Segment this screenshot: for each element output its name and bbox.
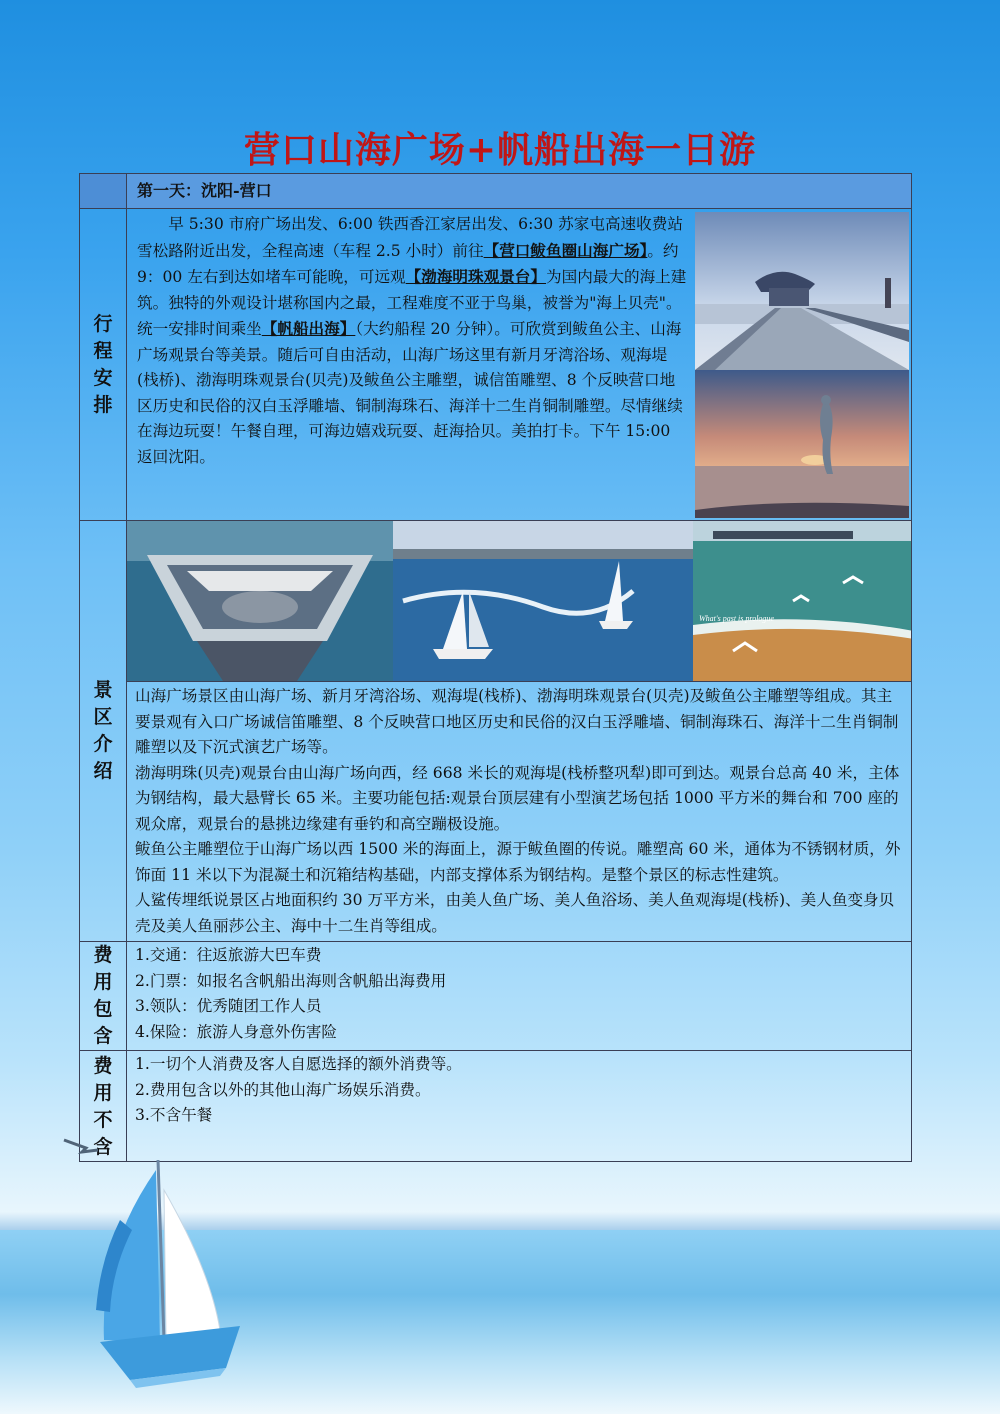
- highlight-bohai-pearl: 【渤海明珠观景台】: [405, 267, 546, 286]
- included-item: 2.门票：如报名含帆船出海则含帆船出海费用: [135, 971, 447, 990]
- scenic-label: [80, 521, 127, 942]
- shell-aerial-photo: [127, 521, 393, 681]
- excluded-label-text: 费用不含: [93, 1055, 113, 1158]
- itinerary-label: [80, 209, 127, 521]
- itinerary-row: [80, 209, 912, 521]
- included-label: [80, 942, 127, 1051]
- itinerary-text-part: 早 5:30 市府广场出发、6:00 铁西香江家居出发、6:30 苏家屯高速收费站雪松路附近出发，全程高速（车程 2.5 小时）前往: [137, 215, 683, 260]
- itinerary-text-part: 。约 9：00 左右到达如堵车可能晚，可远观: [137, 241, 679, 286]
- pier-shell-photo: [695, 212, 909, 370]
- included-row: [80, 942, 912, 1051]
- excluded-item: 3.不含午餐: [135, 1106, 213, 1124]
- sailboat-icon: [60, 1130, 260, 1400]
- included-list: [127, 942, 911, 1047]
- included-item: 4.保险：旅游人身意外伤害险: [135, 1022, 338, 1041]
- scenic-paragraph: 鲅鱼公主雕塑位于山海广场以西 1500 米的海面上，源于鲅鱼圈的传说。雕塑高 60 米，通体为不锈钢材质，外饰面 11 米以下为混凝土和沉箱结构基础，内部支撑体系为钢结构。是整个景区的标志性建筑。: [135, 840, 901, 884]
- scenic-paragraph: 渤海明珠(贝壳)观景台由山海广场向西，经 668 米长的观海堤(栈桥整巩犁)即可到达。观景台总高 40 米，主体为钢结构，最大悬臂长 65 米。主要功能包括:观景台顶层建有小型演艺场包括 1000 平方米的舞台和 700 座的观众席，观景台的悬挑边缘建有垂钓和高空蹦极设施。: [135, 763, 900, 833]
- itinerary-table: [79, 173, 912, 1162]
- highlight-bayuquan: 【营口鲅鱼圈山海广场】: [483, 240, 648, 260]
- excluded-item: 2.费用包含以外的其他山海广场娱乐消费。: [135, 1080, 431, 1099]
- scenic-gallery: [127, 521, 911, 681]
- scenic-row: [80, 521, 912, 942]
- mermaid-statue-photo: [695, 370, 909, 518]
- itinerary-label-text: 行程安排: [93, 312, 113, 416]
- scenic-label-text: 景区介绍: [93, 679, 113, 782]
- itinerary-text-part: （大约船程 20 分钟）。可欣赏到鲅鱼公主、山海广场观景台等美景。随后可自由活动，山海广场这里有新月牙湾浴场、观海堤(栈桥)、渤海明珠观景台(贝壳)及鲅鱼公主雕塑，诚信笛雕塑、8 个反映营口地区历史和民俗的汉白玉浮雕墙、铜制海珠石、海洋十二生肖铜制雕塑。尽情继续在海边玩耍！午餐自理，可海边嬉戏玩耍、赶海拾贝。美拍打卡。下午 15:00 返回沈阳。: [137, 320, 683, 466]
- included-label-text: 费用包含: [93, 944, 113, 1047]
- included-item: 1.交通：往返旅游大巴车费: [135, 946, 322, 964]
- page-title: 营口山海广场+帆船出海一日游: [243, 129, 757, 171]
- scenic-paragraph: 人鲨传埋纸说景区占地面积约 30 万平方米，由美人鱼广场、美人鱼浴场、美人鱼观海堤(栈桥)、美人鱼变身贝壳及美人鱼丽莎公主、海中十二生肖等组成。: [135, 891, 895, 935]
- seagull-icon: [64, 1140, 98, 1152]
- itinerary-content: [127, 209, 912, 521]
- photo-caption: What's past is prologue: [699, 614, 774, 623]
- scenic-content: [127, 521, 912, 942]
- day-header: 第一天：沈阳-营口: [127, 174, 912, 209]
- excluded-list: [127, 1051, 911, 1131]
- sailboats-photo: [393, 521, 693, 681]
- excluded-item: 1.一切个人消费及客人自愿选择的额外消费等。: [135, 1055, 462, 1073]
- included-item: 3.领队：优秀随团工作人员: [135, 997, 322, 1015]
- itinerary-text-part: 为国内最大的海上建筑。独特的外观设计堪称国内之最，工程难度不亚于鸟巢，被誉为"海上贝壳"。统一安排时间乘坐: [137, 268, 687, 338]
- itinerary-text: [127, 209, 695, 520]
- header-label-cell: [80, 174, 127, 209]
- itinerary-photos: [695, 209, 911, 520]
- day-header-row: [80, 174, 912, 209]
- included-content: [127, 942, 912, 1051]
- highlight-sailing: 【帆船出海】: [261, 319, 356, 338]
- scenic-paragraph: 山海广场景区由山海广场、新月牙湾浴场、观海堤(栈桥)、渤海明珠观景台(贝壳)及鲅鱼公主雕塑等组成。其主要景观有入口广场诚信笛雕塑、8 个反映营口地区历史和民俗的汉白玉浮雕墙、铜制海珠石、海洋十二生肖铜制雕塑以及下沉式演艺广场等。: [135, 687, 899, 756]
- seagulls-beach-photo: [693, 521, 911, 681]
- scenic-description: [127, 681, 911, 941]
